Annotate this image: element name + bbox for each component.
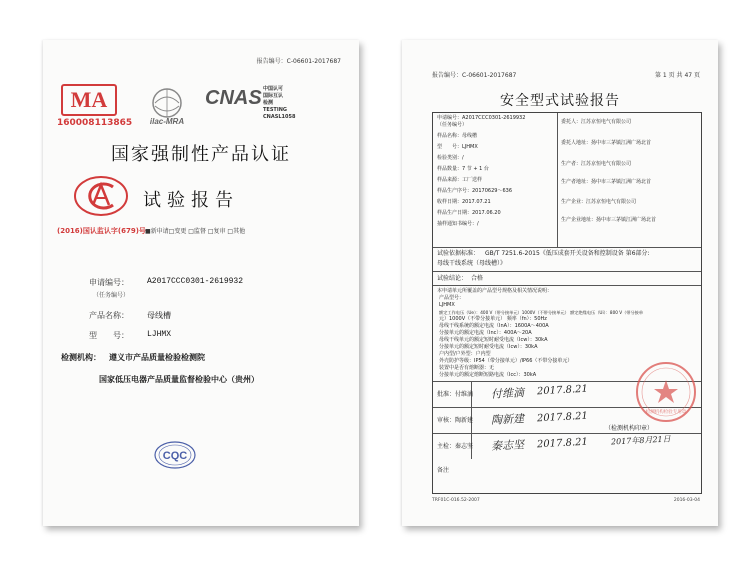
ma-logo: MA xyxy=(61,84,117,116)
footer-date: 2016-03-04 xyxy=(673,498,700,503)
coverage-line: 元）1000V（不带分接单元） 频率（fn）：50Hz xyxy=(439,316,547,322)
standard-line-2: 母线干线系统（母线槽）》 xyxy=(437,260,507,267)
report-number: 报告编号：C-06601-2017687 xyxy=(432,72,517,79)
cqc-text: CQC xyxy=(162,450,188,462)
coverage-line: 分接单元的额定电流（Inc）：400A～20A xyxy=(439,330,532,336)
info-left-10: 抽样通知书编号：/ xyxy=(437,221,479,227)
tester-label: 主检：秦志坚 xyxy=(437,443,474,450)
reviewer-label: 审核：陶新建 xyxy=(437,417,474,424)
approver-label: 批准：付维滴 xyxy=(437,391,474,398)
cover-page xyxy=(43,40,359,526)
info-right-4: 生产企业：江苏京恒电气有限公司 xyxy=(561,199,637,205)
info-left-5: 样品数量：7 节 + 1 台 xyxy=(437,166,489,172)
model-value: LJHMX xyxy=(147,330,172,339)
seal-text: 检测机构检验专用章 xyxy=(645,410,687,415)
conclusion-value: 合格 xyxy=(471,275,484,282)
standard-label: 试验依据标准： xyxy=(437,250,480,257)
conclusion-label: 试验结论： xyxy=(437,275,468,282)
tester-signature: 秦志坚 xyxy=(490,438,525,453)
info-left-7: 样品生产序号：20170629～636 xyxy=(437,188,512,194)
info-right-1: 委托人地址：扬中市三茅镇江洲广场北首 xyxy=(561,140,652,146)
info-left-1: （任务编号） xyxy=(437,122,468,128)
product-name: 母线槽 xyxy=(147,312,171,321)
info-right-0: 委托人：江苏京恒电气有限公司 xyxy=(561,119,632,125)
organization-1: 遵义市产品质量检验检测院 xyxy=(109,353,205,362)
application-number-label: 申请编号： xyxy=(89,278,129,287)
report-page xyxy=(402,40,718,526)
organization-label: 检测机构： xyxy=(61,353,101,362)
seal-caption: （检测机构印章） xyxy=(605,425,654,432)
report-title: 安全型式试验报告 xyxy=(500,93,620,109)
model-label: 型 号： xyxy=(89,331,129,340)
footer-form-code: TRF01C-016.52-2007 xyxy=(432,498,480,503)
approver-signature: 付维滴 xyxy=(490,386,525,401)
remark-label: 备注 xyxy=(437,467,450,474)
coverage-line: 分接单元的额定短时耐受电流（Icw）：30kA xyxy=(439,344,538,350)
coverage-title: 本申请单元所覆盖的产品型号规格及相关情况说明： xyxy=(437,288,553,294)
standard-line-1: GB/T 7251.6-2015《低压成套开关设备和控制设备 第6部分: xyxy=(485,250,650,257)
task-number-label: （任务编号） xyxy=(93,292,130,299)
recognition-code: (2016)国认监认字(679)号 xyxy=(57,227,146,235)
info-left-6: 样品来源：工厂送样 xyxy=(437,177,483,183)
coverage-line: 外壳防护等级：IP54（带分接单元）/IP66（不带分接单元） xyxy=(439,358,573,364)
cover-subtitle: 试验报告 xyxy=(143,190,239,211)
info-right-2: 生产者：江苏京恒电气有限公司 xyxy=(561,161,632,167)
report-number: 报告编号：C-06601-2017687 xyxy=(256,58,341,65)
tester-date: 2017.8.21 xyxy=(536,436,589,451)
cnas-text: 中国认可 国际互认 检测 TESTING CNASL1058 xyxy=(263,86,296,120)
info-left-0: 申请编号：A2017CCC0301-2619932 xyxy=(437,115,526,121)
ilac-mra-logo xyxy=(138,86,196,126)
coverage-line: 母线干线系统的额定电流（InA）：1600A～400A xyxy=(439,323,549,329)
info-left-3: 型 号：LJHMX xyxy=(437,144,478,150)
coverage-line: 额定工作电压（Ue）：400 V（带分接单元）1000V（不带分接单元） 额定绝缘电压（Ui）：800 V（带分接单 xyxy=(439,310,644,315)
official-seal xyxy=(634,360,698,424)
coverage-line: 母线干线单元的额定短时耐受电流（Icw）：30kA xyxy=(439,337,548,343)
application-number: A2017CCC0301-2619932 xyxy=(147,277,244,286)
coverage-line: 户内型/户外型：户内型 xyxy=(439,351,491,357)
application-types: ■新申请□变更 □监督 □复审 □其他 xyxy=(145,228,246,235)
cnas-logo: CNAS xyxy=(205,87,262,109)
info-left-9: 样品生产日期：2017.06.20 xyxy=(437,210,501,216)
ma-code: 160008113865 xyxy=(57,118,133,128)
organization-2: 国家低压电器产品质量监督检验中心（贵州） xyxy=(99,375,259,384)
coverage-line: 产品型号： xyxy=(439,295,465,301)
reviewer-signature: 陶新建 xyxy=(490,412,525,427)
ilac-text: ilac-MRA xyxy=(149,117,185,126)
cqc-logo xyxy=(153,440,197,470)
seal-date: 2017年8月21日 xyxy=(610,434,671,447)
coverage-line: LJHMX xyxy=(439,302,455,308)
info-left-2: 样品名称：母线槽 xyxy=(437,133,478,139)
page-number: 第 1 页 共 47 页 xyxy=(655,72,700,79)
info-left-8: 收样日期：2017.07.21 xyxy=(437,199,491,205)
info-left-4: 检验类别：/ xyxy=(437,155,464,161)
coverage-line: 装置中是否有熔断器：无 xyxy=(439,365,495,371)
info-right-5: 生产企业地址：扬中市三茅镇江洲广场北首 xyxy=(561,217,657,223)
cover-title: 国家强制性产品认证 xyxy=(111,144,291,165)
product-name-label: 产品名称： xyxy=(89,311,129,320)
ccc-red-logo xyxy=(73,175,129,219)
approver-date: 2017.8.21 xyxy=(536,383,589,398)
coverage-line: 分接单元的额定熔断短路电流（Icc）：30kA xyxy=(439,372,537,378)
reviewer-date: 2017.8.21 xyxy=(536,410,589,425)
info-right-3: 生产者地址：扬中市三茅镇江洲广场北首 xyxy=(561,179,652,185)
report-table xyxy=(432,112,702,494)
